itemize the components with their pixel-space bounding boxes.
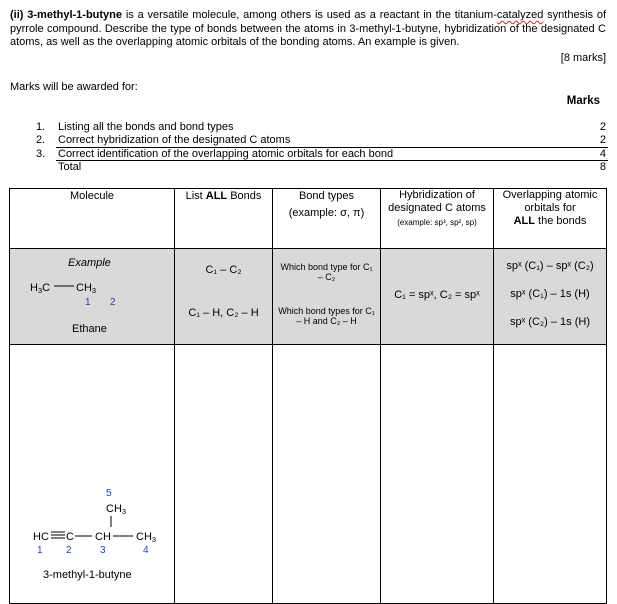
ch-atom: CH — [95, 531, 111, 543]
question-number: (ii) — [10, 9, 24, 21]
example-molecule — [10, 249, 175, 345]
col-bonds: List ALL Bonds — [175, 189, 273, 249]
num-5: 5 — [106, 488, 112, 499]
criterion-marks: 4 — [599, 148, 606, 160]
bond-types-example: (example: σ, π) — [288, 207, 365, 219]
spellcheck-word: catalyzed — [496, 9, 544, 21]
awarded-label: Marks will be awarded for: — [10, 81, 138, 93]
c-atom: C — [66, 531, 74, 543]
question-text-part1: is a versatile molecule, among others is used as a reactant in the titanium- — [122, 9, 497, 21]
criterion-text: Correct identification of the overlapping atomic orbitals for each bond — [58, 148, 394, 160]
ethane-ch3: CH3 — [76, 282, 97, 295]
example-type-1: Which bond type for C₁ – C₂ — [280, 262, 373, 282]
answer-hybridization[interactable] — [381, 345, 494, 604]
ch3-right: CH3 — [136, 531, 157, 544]
col-hybridization: Hybridization of designated C atoms (example: sp³, sp², sp) — [381, 189, 494, 249]
num-1: 1 — [37, 545, 43, 556]
answer-bonds[interactable] — [175, 345, 273, 604]
total-marks-value: 8 — [599, 161, 606, 173]
ethane-num2: 2 — [110, 297, 116, 308]
criterion-marks: 2 — [599, 121, 606, 133]
answer-bond-types[interactable] — [273, 345, 381, 604]
example-bond-2: C₁ – H, C₂ – H — [188, 307, 259, 319]
answer-overlap[interactable] — [494, 345, 607, 604]
example-bond-types — [273, 249, 381, 345]
target-name: 3-methyl-1-butyne — [43, 569, 132, 581]
example-hybridization — [381, 249, 494, 345]
num-3: 3 — [100, 545, 106, 556]
col-molecule: Molecule — [10, 189, 175, 249]
example-bonds — [175, 249, 273, 345]
compound-name: 3-methyl-1-butyne — [27, 9, 123, 21]
criterion-text: Listing all the bonds and bond types — [58, 121, 234, 133]
criterion-num: 1. — [36, 121, 46, 133]
col-overlap: Overlapping atomic orbitals for ALL the bonds — [494, 189, 607, 249]
total-label: Total — [58, 161, 82, 173]
num-2: 2 — [66, 545, 72, 556]
example-type-2: Which bond types for C₁ – H and C₂ – H — [278, 306, 375, 326]
example-hybrid: C₁ = spˣ, C₂ = spˣ — [394, 289, 480, 301]
total-marks: [8 marks] — [560, 52, 606, 64]
criteria-total — [36, 161, 608, 174]
target-molecule — [10, 345, 175, 604]
question-text-part2: synthesis of pyrrole compound. Describe the type of bonds between the atoms in 3-methyl-1-butyne, hybridization of the designated C atoms, as well as the overlapping atomic orbitals of the bonding atoms. An example is given. — [10, 9, 607, 48]
col-bond-types: Bond types (example: σ, π) — [273, 189, 381, 249]
ethane-h3c: H3C — [30, 282, 51, 295]
marks-header: Marks — [566, 95, 600, 107]
ethane-num1: 1 — [85, 297, 91, 308]
methylbutyne-structure — [20, 485, 170, 565]
example-overlap-2: spˣ (C₁) – 1s (H) — [510, 288, 590, 300]
criterion-text: Correct hybridization of the designated C atoms — [58, 134, 291, 146]
ch3-top: CH3 — [106, 503, 127, 516]
criterion-marks: 2 — [599, 134, 606, 146]
example-bond-1: C₁ – C₂ — [205, 264, 242, 276]
example-overlap-1: spˣ (C₁) – spˣ (C₂) — [506, 260, 594, 272]
criterion-num: 2. — [36, 134, 46, 146]
num-4: 4 — [143, 545, 149, 556]
hc-atom: HC — [33, 531, 49, 543]
criterion-2 — [36, 134, 608, 147]
hybrid-example: (example: sp³, sp², sp) — [397, 218, 477, 227]
ethane-structure — [30, 279, 150, 319]
answer-row — [10, 345, 607, 604]
example-name: Ethane — [72, 323, 107, 335]
example-row — [10, 249, 607, 345]
answer-table — [9, 188, 607, 604]
criterion-num: 3. — [36, 148, 46, 160]
criterion-1 — [36, 121, 608, 134]
example-overlap — [494, 249, 607, 345]
header-row — [10, 189, 607, 249]
example-overlap-3: spˣ (C₂) – 1s (H) — [510, 316, 590, 328]
question-text — [10, 9, 606, 50]
example-label: Example — [68, 257, 111, 269]
